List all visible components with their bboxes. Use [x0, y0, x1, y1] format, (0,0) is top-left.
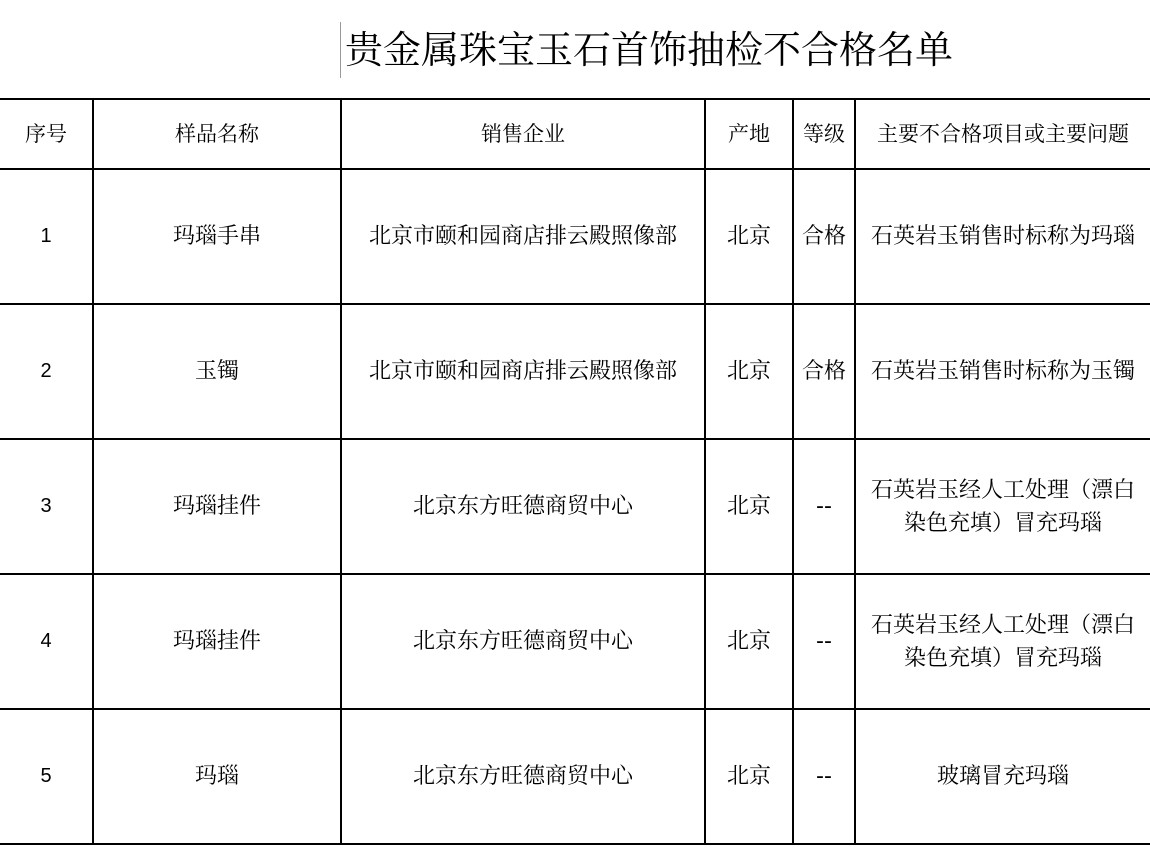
- cell-issue: 石英岩玉经人工处理（漂白染色充填）冒充玛瑙: [855, 574, 1150, 709]
- cell-index: 2: [0, 304, 93, 439]
- cell-seller: 北京市颐和园商店排云殿照像部: [341, 169, 705, 304]
- cell-grade: --: [793, 439, 855, 574]
- table-row: [0, 439, 1150, 574]
- noncompliance-table: [0, 98, 1150, 845]
- table-row: [0, 169, 1150, 304]
- cell-sample-name: 玛瑙: [93, 709, 341, 844]
- header-index: 序号: [0, 99, 93, 169]
- cell-grade: 合格: [793, 304, 855, 439]
- header-origin: 产地: [705, 99, 793, 169]
- table-header-row: [0, 99, 1150, 169]
- cell-seller: 北京东方旺德商贸中心: [341, 574, 705, 709]
- cell-sample-name: 玛瑙挂件: [93, 439, 341, 574]
- header-sample-name: 样品名称: [93, 99, 341, 169]
- cell-origin: 北京: [705, 169, 793, 304]
- cell-index: 4: [0, 574, 93, 709]
- cell-grade: --: [793, 709, 855, 844]
- cell-issue: 石英岩玉销售时标称为玛瑙: [855, 169, 1150, 304]
- cell-origin: 北京: [705, 439, 793, 574]
- header-seller: 销售企业: [341, 99, 705, 169]
- table-row: [0, 709, 1150, 844]
- table-row: [0, 574, 1150, 709]
- header-issue: 主要不合格项目或主要问题: [855, 99, 1150, 169]
- page-title: 贵金属珠宝玉石首饰抽检不合格名单: [340, 22, 953, 78]
- cell-grade: 合格: [793, 169, 855, 304]
- cell-sample-name: 玉镯: [93, 304, 341, 439]
- cell-origin: 北京: [705, 574, 793, 709]
- cell-index: 5: [0, 709, 93, 844]
- cell-sample-name: 玛瑙手串: [93, 169, 341, 304]
- cell-issue: 石英岩玉销售时标称为玉镯: [855, 304, 1150, 439]
- cell-sample-name: 玛瑙挂件: [93, 574, 341, 709]
- cell-issue: 玻璃冒充玛瑙: [855, 709, 1150, 844]
- table-row: [0, 304, 1150, 439]
- header-grade: 等级: [793, 99, 855, 169]
- cell-issue: 石英岩玉经人工处理（漂白染色充填）冒充玛瑙: [855, 439, 1150, 574]
- cell-grade: --: [793, 574, 855, 709]
- cell-seller: 北京东方旺德商贸中心: [341, 439, 705, 574]
- cell-seller: 北京东方旺德商贸中心: [341, 709, 705, 844]
- cell-seller: 北京市颐和园商店排云殿照像部: [341, 304, 705, 439]
- cell-index: 3: [0, 439, 93, 574]
- cell-origin: 北京: [705, 304, 793, 439]
- cell-index: 1: [0, 169, 93, 304]
- cell-origin: 北京: [705, 709, 793, 844]
